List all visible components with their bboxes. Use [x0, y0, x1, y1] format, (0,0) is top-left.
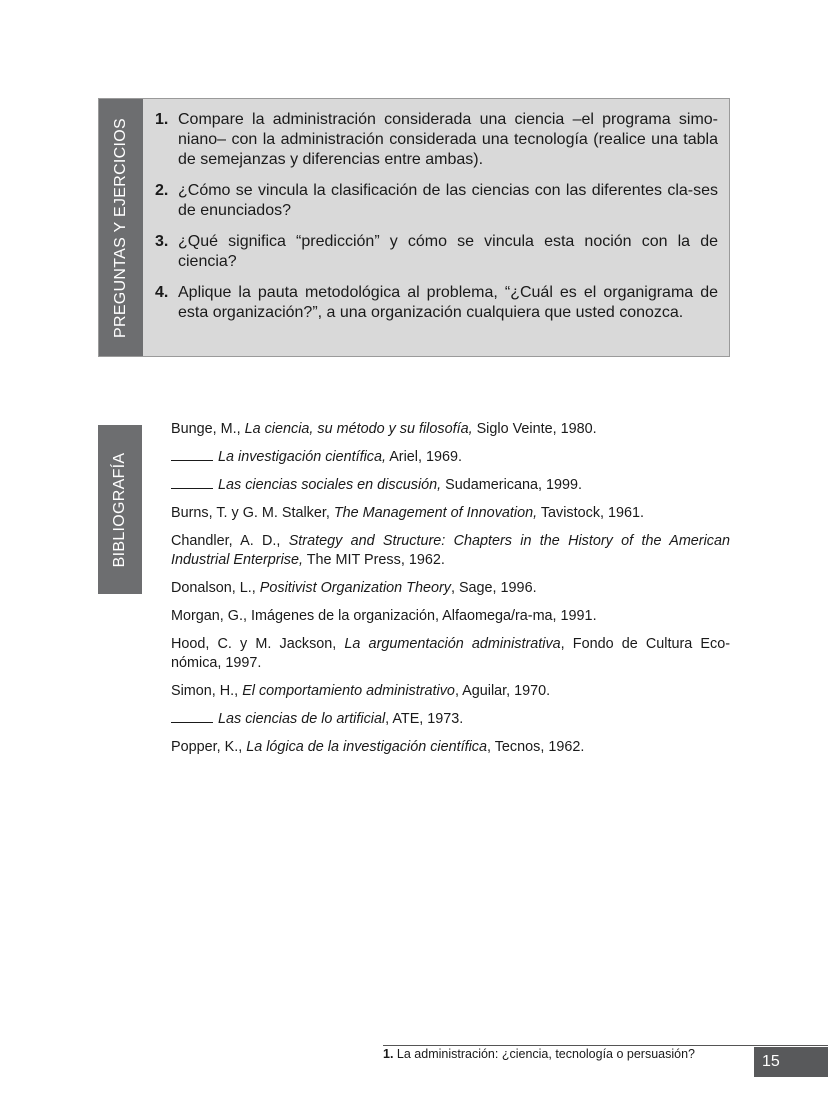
entry-author: Hood, C. y M. Jackson,	[171, 636, 345, 652]
chapter-title: La administración: ¿ciencia, tecnología o persuasión?	[393, 1047, 695, 1061]
entry-publisher: , Fondo de Cultura Eco-nómica, 1997.	[171, 636, 730, 671]
running-footer	[383, 1047, 695, 1061]
footer-divider	[383, 1045, 828, 1046]
bibliography-entry	[171, 579, 730, 598]
ditto-dash	[171, 460, 213, 461]
entry-title: La ciencia, su método y su filosofía,	[244, 421, 473, 437]
bibliography-entry	[171, 420, 730, 439]
entry-title: Las ciencias sociales en discusión,	[218, 477, 442, 493]
bibliography-entry	[171, 504, 730, 523]
questions-list	[155, 110, 718, 334]
bibliography-entry	[171, 476, 730, 495]
entry-title: The Management of Innovation,	[333, 505, 538, 521]
entry-title: Las ciencias de lo artificial	[218, 711, 386, 727]
bibliography-entry	[171, 710, 730, 729]
entry-title: Positivist Organization Theory	[259, 580, 451, 596]
entry-author: Burns, T. y G. M. Stalker,	[171, 505, 334, 521]
bibliography-side-tab	[98, 425, 142, 594]
question-number: 3.	[155, 233, 169, 250]
entry-publisher: Sudamericana, 1999.	[441, 477, 582, 493]
question-text: ¿Cómo se vincula la clasificación de las ciencias con las diferentes cla-ses de enunciados?	[178, 182, 718, 219]
entry-author: Simon, H.,	[171, 683, 243, 699]
question-text: Aplique la pauta metodológica al problema, “¿Cuál es el organigrama de esta organización?”, a una organización cualquiera que usted conozca.	[178, 284, 718, 321]
entry-title: La lógica de la investigación científica	[246, 739, 487, 755]
bibliography-heading: BIBLIOGRAFÍA	[111, 452, 128, 567]
question-number: 1.	[155, 111, 169, 128]
entry-publisher: Siglo Veinte, 1980.	[472, 421, 597, 437]
entry-author: Chandler, A. D.,	[171, 533, 289, 549]
question-text: Compare la administración considerada una ciencia –el programa simo-niano– con la administración considerada una tecnología (realice una tabla de semejanzas y diferencias entre ambas).	[178, 111, 718, 168]
entry-publisher: , Tecnos, 1962.	[487, 739, 585, 755]
page-number: 15	[754, 1047, 828, 1077]
question-item	[155, 181, 718, 221]
entry-author: Morgan, G., Imágenes de la organización, Alfaomega/ra-ma, 1991.	[171, 608, 597, 624]
entry-title: El comportamiento administrativo	[242, 683, 455, 699]
bibliography-entry	[171, 738, 730, 757]
question-number: 4.	[155, 284, 169, 301]
entry-publisher: Tavistock, 1961.	[537, 505, 645, 521]
entry-author: Popper, K.,	[171, 739, 247, 755]
entry-author: Bunge, M.,	[171, 421, 245, 437]
entry-title: Strategy and Structure: Chapters in the History of the American Industrial Enterprise,	[171, 533, 731, 568]
bibliography-entry	[171, 532, 730, 570]
entry-author: Donalson, L.,	[171, 580, 260, 596]
entry-title: La investigación científica,	[218, 449, 386, 465]
question-item	[155, 110, 718, 170]
bibliography-entry	[171, 448, 730, 467]
questions-heading: PREGUNTAS Y EJERCICIOS	[112, 117, 129, 338]
question-item	[155, 283, 718, 323]
chapter-number: 1.	[383, 1047, 394, 1061]
question-number: 2.	[155, 182, 169, 199]
bibliography-entry	[171, 682, 730, 701]
entry-publisher: , Aguilar, 1970.	[454, 683, 551, 699]
questions-side-tab	[99, 99, 143, 356]
questions-box	[98, 98, 730, 357]
question-item	[155, 232, 718, 272]
entry-publisher: The MIT Press, 1962.	[302, 552, 445, 568]
entry-publisher: , ATE, 1973.	[385, 711, 464, 727]
bibliography-list	[171, 420, 730, 766]
entry-publisher: Ariel, 1969.	[386, 449, 463, 465]
entry-publisher: , Sage, 1996.	[450, 580, 537, 596]
entry-title: La argumentación administrativa	[344, 636, 561, 652]
question-text: ¿Qué significa “predicción” y cómo se vincula esta noción con la de ciencia?	[178, 233, 718, 270]
bibliography-entry	[171, 607, 730, 626]
bibliography-entry	[171, 635, 730, 673]
ditto-dash	[171, 488, 213, 489]
ditto-dash	[171, 722, 213, 723]
